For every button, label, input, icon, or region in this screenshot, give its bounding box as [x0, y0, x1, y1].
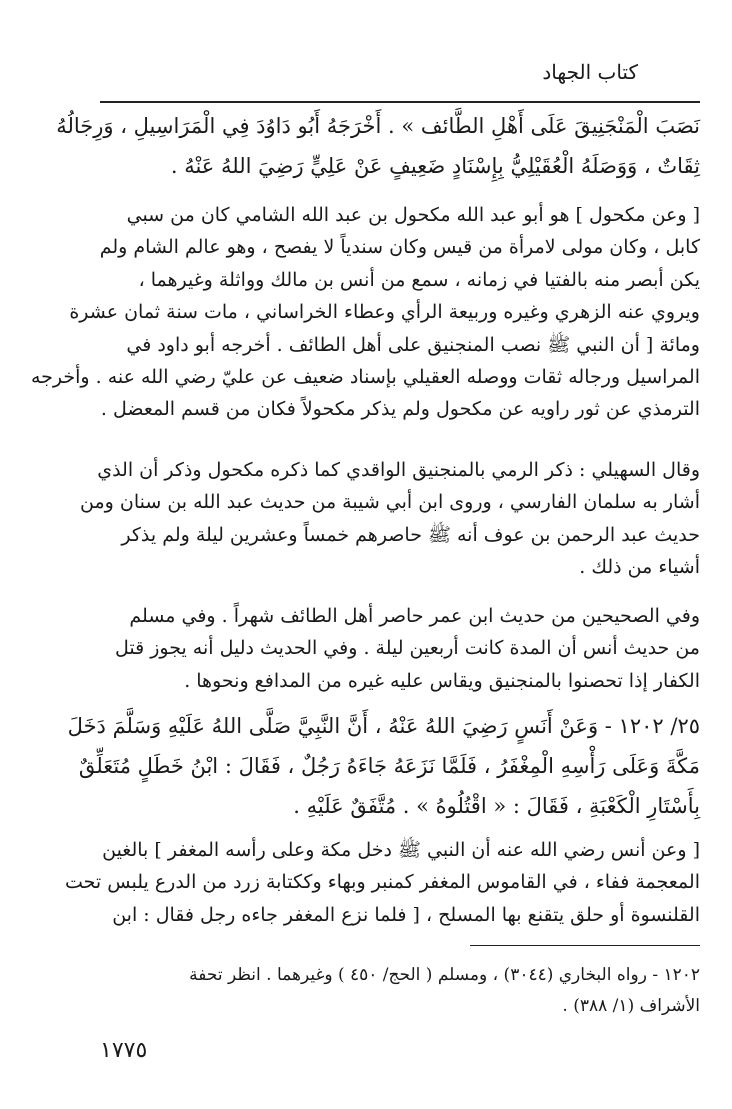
text-line: كابل ، وكان مولى لامرأة من قيس وكان سندياً لا يفصح ، وهو عالم الشام ولم [99, 236, 700, 259]
text-line: أشار به سلمان الفارسي ، وروى ابن أبي شيبة من حديث عبد الله بن سنان ومن [80, 491, 700, 514]
text-line: نَصَبَ الْمَنْجَنِيقَ عَلَى أَهْلِ الطَّائف » . أَخْرَجَهُ أَبُو دَاوُدَ فِي الْمَرَاسِيلِ ، وَرِجَالُهُ [56, 114, 700, 138]
footnote [100, 960, 700, 1022]
text-line: ٢٥/ ١٢٠٢ - وَعَنْ أَنَسٍ رَضِيَ اللهُ عَنْهُ ، أَنَّ النَّبِيَّ صَلَّى اللهُ عَلَيْهِ وَسَلَّمَ دَخَلَ [67, 714, 700, 738]
commentary-paragraph [30, 199, 700, 426]
text-line: الكفار إذا تحصنوا بالمنجنيق ويقاس عليه غيره من المدافع ونحوها . [184, 669, 700, 692]
text-line: [ وعن مكحول ] هو أبو عبد الله مكحول بن عبد الله الشامي كان من سبي [126, 204, 700, 226]
text-line: الترمذي عن ثور راويه عن مكحول ولم يذكر مكحولاً فكان من قسم المعضل . [100, 398, 700, 421]
commentary-paragraph [65, 834, 700, 931]
text-line: ثِقَاتٌ ، وَوَصَلَهُ الْعُقَيْلِيُّ بِإِسْنَادٍ ضَعِيفٍ عَنْ عَلِيٍّ رَضِيَ اللهُ عَنْهُ . [170, 154, 700, 178]
text-line: ومائة [ أن النبي ﷺ نصب المنجنيق على أهل الطائف . أخرجه أبو داود في [126, 333, 700, 356]
text-line: وقال السهيلي : ذكر الرمي بالمنجنيق الواقدي كما ذكره مكحول وذكر أن الذي [97, 459, 700, 481]
hadith-text [67, 706, 700, 826]
text-line: المراسيل ورجاله ثقات ووصله العقيلي بإسناد ضعيف عن عليّ رضي الله عنه . وأخرجه [30, 366, 700, 389]
text-line: بِأَسْتَارِ الْكَعْبَةِ ، فَقَالَ : « اقْتُلُوهُ » . مُتَّفَقٌ عَلَيْهِ . [293, 794, 700, 818]
text-line: يكن أبصر منه بالفتيا في زمانه ، سمع من أنس بن مالك وواثلة وغيرهما ، [138, 268, 700, 291]
page-number: ١٧٧٥ [100, 1038, 148, 1063]
text-line: المعجمة ففاء ، في القاموس المغفر كمنبر وبهاء وككتابة زرد من الدرع يلبس تحت [65, 871, 700, 894]
text-line: أشياء من ذلك . [579, 556, 700, 579]
running-title: كتاب الجهاد [542, 60, 638, 84]
text-line: حديث عبد الرحمن بن عوف أنه ﷺ حاصرهم خمساً وعشرين ليلة ولم يذكر [121, 523, 700, 546]
text-line: من حديث أنس أن المدة كانت أربعين ليلة . وفي الحديث دليل أنه يجوز قتل [114, 637, 700, 660]
text-line: القلنسوة أو حلق يتقنع بها المسلح ، [ فلما نزع المغفر جاءه رجل فقال : ابن [112, 903, 700, 926]
text-line: ويروي عنه الزهري وغيره وربيعة الرأي وعطاء الخراساني ، مات سنة ثمان عشرة [69, 301, 700, 324]
footnote-line: الأشراف (١/ ٣٨٨) . [562, 996, 700, 1016]
commentary-paragraph [100, 600, 700, 697]
footnote-rule [470, 945, 700, 946]
hadith-text-continued [56, 106, 700, 186]
commentary-paragraph [80, 454, 700, 584]
footnote-line: ١٢٠٢ - رواه البخاري (٣٠٤٤) ، ومسلم ( الحج/ ٤٥٠ ) وغيرهما . انظر تحفة [189, 965, 700, 985]
text-line: [ وعن أنس رضي الله عنه أن النبي ﷺ دخل مكة وعلى رأسه المغفر ] بالغين [102, 839, 700, 861]
header-rule [100, 101, 700, 103]
text-line: مَكَّةَ وَعَلَى رَأْسِهِ الْمِغْفَرُ ، فَلَمَّا نَزَعَهُ جَاءَهُ رَجُلٌ ، فَقَالَ : ابْنُ خَطَلٍ مُتَعَلِّقٌ [78, 754, 700, 778]
text-line: وفي الصحيحين من حديث ابن عمر حاصر أهل الطائف شهراً . وفي مسلم [129, 605, 700, 627]
